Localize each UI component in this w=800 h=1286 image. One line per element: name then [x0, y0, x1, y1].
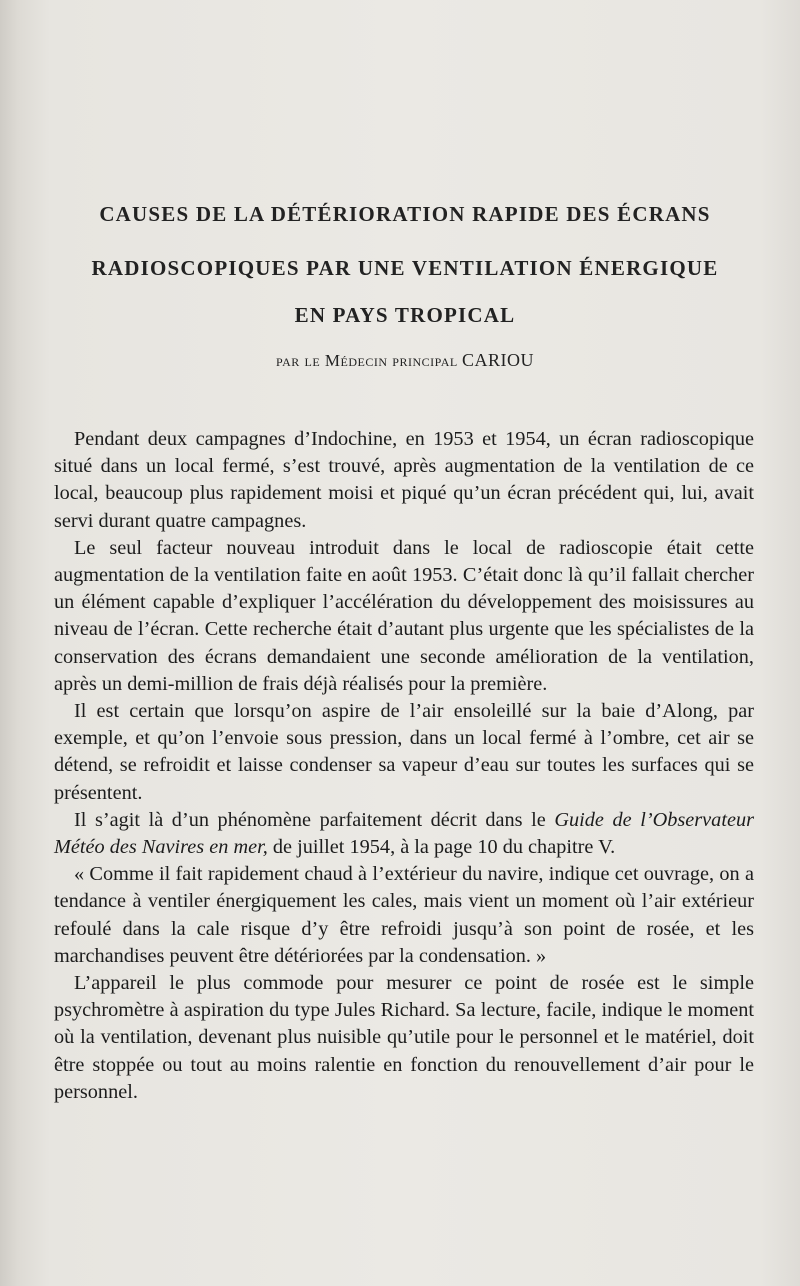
paragraph-4-citation: Guide de l’Observateur Météo des Navires en mer, — [54, 808, 754, 859]
paragraph-5: « Comme il fait rapidement chaud à l’extérieur du navire, indique cet ouvrage, on a tendance à ventiler énergiquement les cales, mais vient un moment où l’air extérieur refoulé dans la cale risque d’y être refroidi jusqu’à son point de rosée, et les marchandises peuvent être détériorées par la condensation. » — [54, 863, 754, 967]
paragraph-1: Pendant deux campagnes d’Indochine, en 1953 et 1954, un écran radioscopique situé dans un local fermé, s’est trouvé, après augmentation de la ventilation de ce local, beaucoup plus rapidement moisi et piqué qu’un écran précédent qui, lui, avait servi durant quatre campagnes. — [54, 428, 754, 532]
paragraph-4-before: Il s’agit là d’un phénomène parfaitement décrit dans le — [74, 808, 555, 831]
paragraph-6: L’appareil le plus commode pour mesurer ce point de rosée est le simple psychromètre à aspiration du type Jules Richard. Sa lecture, facile, indique le moment où la ventilation, devenant plus nuisible qu’utile pour le personnel et le matériel, doit être stoppée ou tout au moins ralentie en fonction du renouvellement d’air pour le personnel. — [54, 972, 754, 1103]
author-name: CARIOU — [461, 350, 534, 370]
article-body — [54, 426, 754, 1106]
paragraph-4 — [54, 807, 754, 861]
author-prefix: par le Médecin principal — [276, 351, 458, 370]
title-line-2: RADIOSCOPIQUES PAR UNE VENTILATION ÉNERGIQUE — [91, 256, 719, 280]
title-line-3: EN PAYS TROPICAL — [294, 303, 516, 327]
paragraph-4-after: de juillet 1954, à la page 10 du chapitre V. — [267, 836, 616, 859]
paragraph-3: Il est certain que lorsqu’on aspire de l’air ensoleillé sur la baie d’Along, par exemple, et qu’on l’envoie sous pression, dans un local fermé à l’ombre, cet air se détend, se refroidit et laisse condenser sa vapeur d’eau sur toutes les surfaces qui se présentent. — [54, 700, 754, 804]
author-line — [40, 350, 770, 371]
paragraph-2: Le seul facteur nouveau introduit dans le local de radioscopie était cette augmentation de la ventilation faite en août 1953. C’était donc là qu’il fallait chercher un élément capable d’expliquer l’accélération du développement des moisissures au niveau de l’écran. Cette recherche était d’autant plus urgente que les spécialistes de la conservation des écrans demandaient une seconde amélioration de la ventilation, après un demi-million de frais déjà réalisés pour la première. — [54, 536, 754, 695]
title-line-1: CAUSES DE LA DÉTÉRIORATION RAPIDE DES ÉCRANS — [99, 202, 711, 226]
